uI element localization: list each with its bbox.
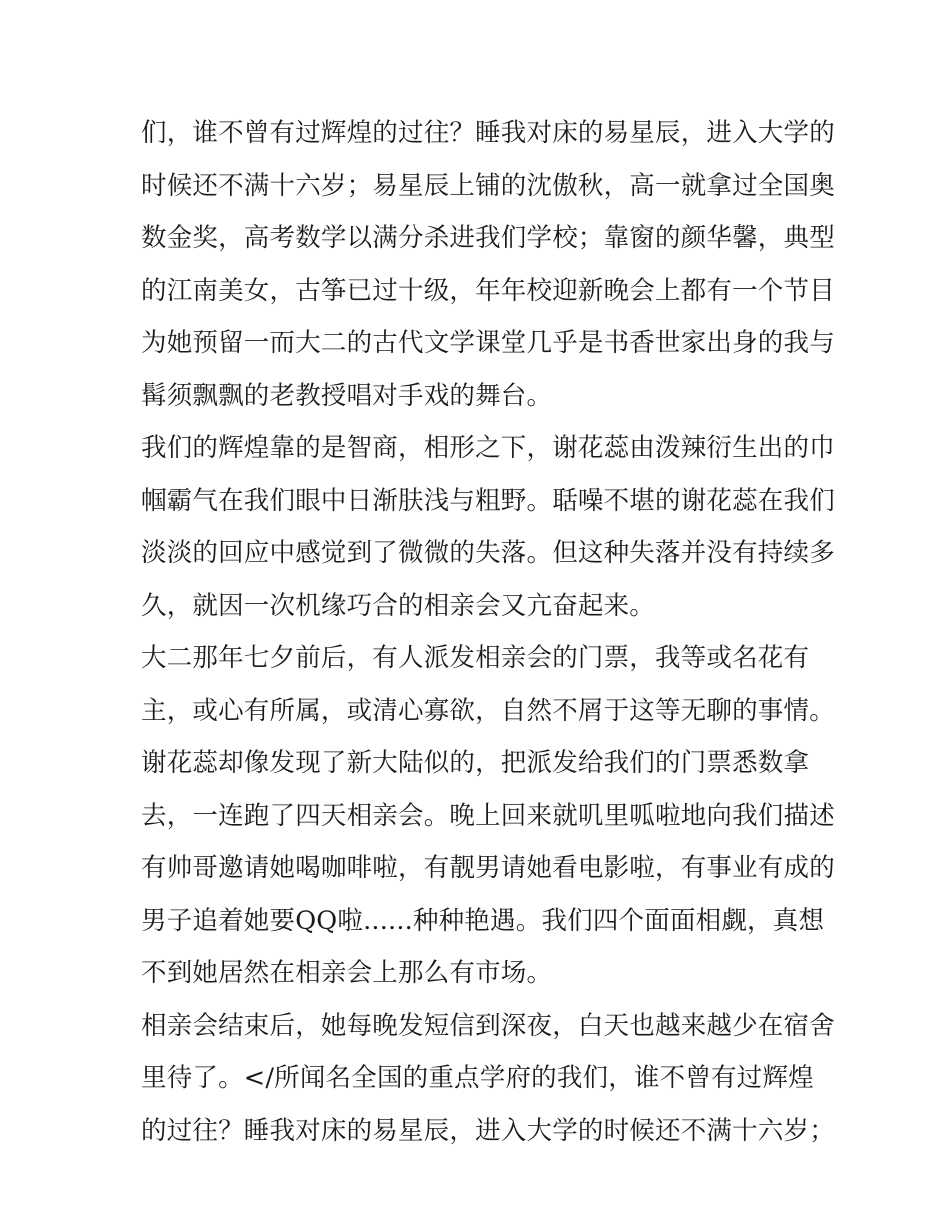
text-line: 相亲会结束后，她每晚发短信到深夜，白天也越来越少在宿舍 — [141, 1010, 835, 1041]
paragraph-1 — [141, 107, 835, 422]
text-line: 里待了。</所闻名全国的重点学府的我们，谁不曾有过辉煌 — [141, 1063, 814, 1093]
text-line: 男子追着她要QQ啦......种种艳遇。我们四个面面相觑，真想 — [141, 905, 825, 936]
paragraph-4 — [141, 1000, 835, 1158]
text-line: 有帅哥邀请她喝咖啡啦，有靓男请她看电影啦，有事业有成的 — [141, 853, 835, 883]
text-line: 数金奖，高考数学以满分杀进我们学校；靠窗的颜华馨，典型 — [141, 223, 835, 253]
article-body — [141, 107, 835, 1157]
text-line: 大二那年七夕前后，有人派发相亲会的门票，我等或名花有 — [141, 643, 810, 673]
text-line: 的江南美女，古筝已过十级，年年校迎新晚会上都有一个节目 — [141, 275, 835, 306]
text-line: 主，或心有所属，或清心寡欲，自然不屑于这等无聊的事情。 — [141, 695, 835, 726]
text-line: 为她预留一而大二的古代文学课堂几乎是书香世家出身的我与 — [141, 328, 835, 358]
paragraph-3 — [141, 632, 835, 1000]
text-line: 时候还不满十六岁；易星辰上铺的沈傲秋，高一就拿过全国奥 — [141, 170, 835, 201]
text-line: 去，一连跑了四天相亲会。晚上回来就叽里呱啦地向我们描述 — [141, 800, 835, 831]
text-line: 们，谁不曾有过辉煌的过往？睡我对床的易星辰，进入大学的 — [141, 118, 835, 148]
text-line: 的过往？睡我对床的易星辰，进入大学的时候还不满十六岁； — [141, 1115, 835, 1146]
paragraph-2 — [141, 422, 835, 632]
text-line: 我们的辉煌靠的是智商，相形之下，谢花蕊由泼辣衍生出的巾 — [141, 433, 835, 463]
text-line: 髯须飘飘的老教授唱对手戏的舞台。 — [141, 380, 553, 411]
text-line: 谢花蕊却像发现了新大陆似的，把派发给我们的门票悉数拿 — [141, 748, 810, 778]
text-line: 不到她居然在相亲会上那么有市场。 — [141, 958, 553, 988]
text-line: 帼霸气在我们眼中日渐肤浅与粗野。聒噪不堪的谢花蕊在我们 — [141, 485, 835, 516]
text-line: 久，就因一次机缘巧合的相亲会又亢奋起来。 — [141, 590, 656, 621]
text-line: 淡淡的回应中感觉到了微微的失落。但这种失落并没有持续多 — [141, 538, 835, 568]
